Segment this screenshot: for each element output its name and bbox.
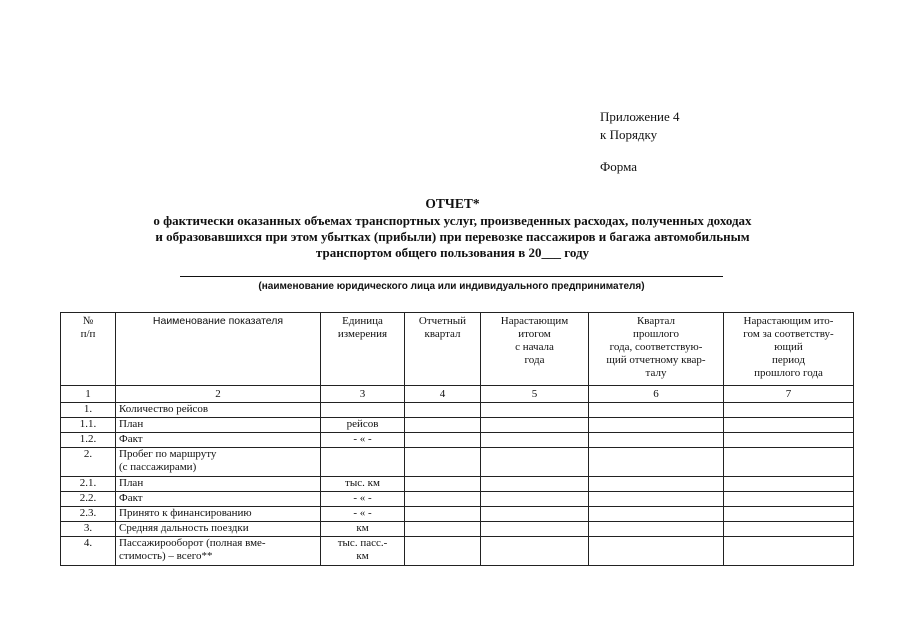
value-reporting-quarter <box>405 448 481 477</box>
value-prior-year-quarter <box>589 507 724 522</box>
value-prior-year-to-date <box>724 507 854 522</box>
row-number: 2. <box>61 448 116 477</box>
indicator-name: План <box>116 418 321 433</box>
report-title-line-3: и образовавшихся при этом убытках (прибыли) при перевозке пассажиров и багажа автомобильным <box>155 229 750 244</box>
row-number: 1. <box>61 403 116 418</box>
value-year-to-date <box>481 522 589 537</box>
entity-name-line <box>180 276 723 277</box>
table-row <box>61 492 854 507</box>
column-number-3: 3 <box>321 386 405 403</box>
indicator-name: Пассажирооборот (полная вме- стимость) – всего** <box>116 537 321 566</box>
column-number-1: 1 <box>61 386 116 403</box>
row-number: 2.3. <box>61 507 116 522</box>
unit-of-measure <box>321 403 405 418</box>
table-row <box>61 537 854 566</box>
value-prior-year-to-date <box>724 492 854 507</box>
appendix-order: к Порядку <box>600 127 658 142</box>
column-number-5: 5 <box>481 386 589 403</box>
column-number-row <box>61 386 854 403</box>
value-prior-year-quarter <box>589 448 724 477</box>
report-title-line-4: транспортом общего пользования в 20___ году <box>315 245 590 260</box>
column-number-4: 4 <box>405 386 481 403</box>
table-row <box>61 477 854 492</box>
row-number: 1.1. <box>61 418 116 433</box>
table-row <box>61 433 854 448</box>
value-year-to-date <box>481 477 589 492</box>
unit-of-measure: тыс. км <box>321 477 405 492</box>
value-reporting-quarter <box>405 537 481 566</box>
value-year-to-date <box>481 448 589 477</box>
indicator-name: Пробег по маршруту (с пассажирами) <box>116 448 321 477</box>
report-title <box>60 196 845 261</box>
value-reporting-quarter <box>405 492 481 507</box>
value-prior-year-to-date <box>724 477 854 492</box>
column-header-4: Отчетный квартал <box>405 313 481 386</box>
table-row <box>61 418 854 433</box>
value-reporting-quarter <box>405 433 481 448</box>
column-header-1: № п/п <box>61 313 116 386</box>
unit-of-measure: км <box>321 522 405 537</box>
value-prior-year-to-date <box>724 403 854 418</box>
unit-of-measure: - « - <box>321 507 405 522</box>
unit-of-measure: - « - <box>321 433 405 448</box>
value-reporting-quarter <box>405 403 481 418</box>
value-prior-year-quarter <box>589 418 724 433</box>
row-number: 2.1. <box>61 477 116 492</box>
column-header-3: Единица измерения <box>321 313 405 386</box>
unit-of-measure: тыс. пасс.- км <box>321 537 405 566</box>
value-prior-year-to-date <box>724 537 854 566</box>
row-number: 2.2. <box>61 492 116 507</box>
column-header-7: Нарастающим ито- гом за соответству- ющий период прошлого года <box>724 313 854 386</box>
row-number: 1.2. <box>61 433 116 448</box>
value-prior-year-quarter <box>589 492 724 507</box>
entity-name-caption: (наименование юридического лица или индивидуального предпринимателя) <box>258 281 645 292</box>
indicator-name: Факт <box>116 433 321 448</box>
value-year-to-date <box>481 507 589 522</box>
table-row <box>61 448 854 477</box>
form-label: Форма <box>600 159 637 174</box>
indicator-name: Принято к финансированию <box>116 507 321 522</box>
value-prior-year-to-date <box>724 448 854 477</box>
appendix-reference <box>600 108 680 144</box>
report-title-line-2: о фактически оказанных объемах транспортных услуг, произведенных расходах, полученных доходах <box>153 213 752 228</box>
indicator-name: Факт <box>116 492 321 507</box>
column-number-2: 2 <box>116 386 321 403</box>
table-body <box>61 403 854 566</box>
table-header-row <box>61 313 854 386</box>
value-year-to-date <box>481 433 589 448</box>
column-header-5: Нарастающим итогом с начала года <box>481 313 589 386</box>
column-header-6: Квартал прошлого года, соответствую- щий отчетному квар- талу <box>589 313 724 386</box>
row-number: 3. <box>61 522 116 537</box>
value-reporting-quarter <box>405 522 481 537</box>
unit-of-measure: - « - <box>321 492 405 507</box>
row-number: 4. <box>61 537 116 566</box>
unit-of-measure: рейсов <box>321 418 405 433</box>
value-prior-year-quarter <box>589 403 724 418</box>
indicator-name: Средняя дальность поездки <box>116 522 321 537</box>
unit-of-measure <box>321 448 405 477</box>
value-prior-year-quarter <box>589 477 724 492</box>
value-year-to-date <box>481 492 589 507</box>
value-prior-year-to-date <box>724 433 854 448</box>
table-row <box>61 403 854 418</box>
report-title-main: ОТЧЕТ* <box>425 196 480 211</box>
value-prior-year-quarter <box>589 433 724 448</box>
value-year-to-date <box>481 403 589 418</box>
appendix-number: Приложение 4 <box>600 109 680 124</box>
column-number-6: 6 <box>589 386 724 403</box>
value-prior-year-quarter <box>589 522 724 537</box>
value-reporting-quarter <box>405 507 481 522</box>
value-prior-year-to-date <box>724 418 854 433</box>
value-year-to-date <box>481 537 589 566</box>
value-prior-year-to-date <box>724 522 854 537</box>
column-header-2: Наименование показателя <box>116 313 321 386</box>
report-table <box>60 312 854 566</box>
table-row <box>61 522 854 537</box>
value-reporting-quarter <box>405 477 481 492</box>
indicator-name: Количество рейсов <box>116 403 321 418</box>
value-prior-year-quarter <box>589 537 724 566</box>
indicator-name: План <box>116 477 321 492</box>
table-row <box>61 507 854 522</box>
value-year-to-date <box>481 418 589 433</box>
column-number-7: 7 <box>724 386 854 403</box>
value-reporting-quarter <box>405 418 481 433</box>
